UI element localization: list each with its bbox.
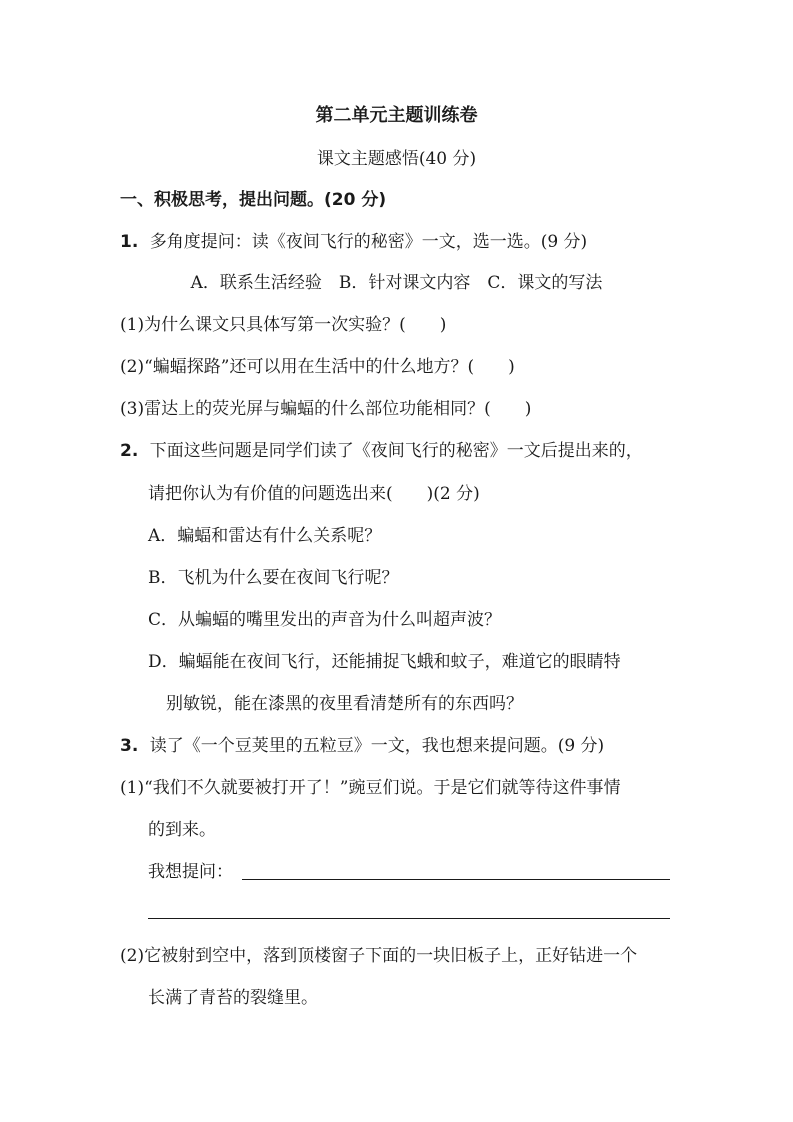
question-2-option-b: B．飞机为什么要在夜间飞行呢？ — [148, 568, 399, 588]
question-2-number: 2. — [120, 441, 139, 461]
question-3-sub-2-line-2: 长满了青苔的裂缝里。 — [148, 988, 318, 1008]
question-3-sub-1-line-2: 的到来。 — [148, 820, 216, 840]
question-1-number: 1. — [120, 232, 139, 252]
ask-label: 我想提问： — [148, 862, 233, 882]
question-1-stem: 多角度提问：读《夜间飞行的秘密》一文，选一选。(9 分) — [149, 232, 588, 252]
question-1-sub-1: (1)为什么课文只具体写第一次实验？( ) — [120, 315, 447, 335]
question-2-option-d-line-1: D．蝙蝠能在夜间飞行，还能捕捉飞蛾和蚊子，难道它的眼睛特 — [148, 652, 621, 672]
section-heading-1: 一、积极思考，提出问题。(20 分) — [120, 190, 387, 210]
question-3-sub-1-line-1: (1)“我们不久就要被打开了！”豌豆们说。于是它们就等待这件事情 — [120, 778, 621, 798]
question-2-stem-line-1: 下面这些问题是同学们读了《夜间飞行的秘密》一文后提出来的， — [149, 441, 643, 461]
question-2-option-c: C．从蝙蝠的嘴里发出的声音为什么叫超声波？ — [148, 610, 502, 630]
page-subtitle: 课文主题感悟(40 分) — [316, 149, 477, 169]
question-2-option-a: A．蝙蝠和雷达有什么关系呢？ — [148, 526, 382, 546]
question-2-option-d-line-2: 别敏锐，能在漆黑的夜里看清楚所有的东西吗？ — [166, 694, 523, 714]
question-3-number: 3. — [120, 736, 139, 756]
question-1 — [120, 230, 587, 254]
answer-line-1[interactable] — [242, 879, 670, 880]
question-3-stem: 读了《一个豆荚里的五粒豆》一文，我也想来提问题。(9 分) — [149, 736, 605, 756]
question-3-sub-2-line-1: (2)它被射到空中，落到顶楼窗子下面的一块旧板子上，正好钻进一个 — [120, 946, 638, 966]
question-1-sub-3: (3)雷达上的荧光屏与蝙蝠的什么部位功能相同？( ) — [120, 399, 532, 419]
answer-line-2[interactable] — [148, 918, 670, 919]
page-title: 第二单元主题训练卷 — [315, 105, 478, 126]
question-1-options: A．联系生活经验 B．针对课文内容 C．课文的写法 — [190, 273, 603, 293]
question-2-stem-line-2: 请把你认为有价值的问题选出来( )(2 分) — [148, 484, 480, 504]
question-1-sub-2: (2)“蝙蝠探路”还可以用在生活中的什么地方？( ) — [120, 357, 515, 377]
question-3 — [120, 734, 604, 758]
question-2 — [120, 439, 643, 463]
